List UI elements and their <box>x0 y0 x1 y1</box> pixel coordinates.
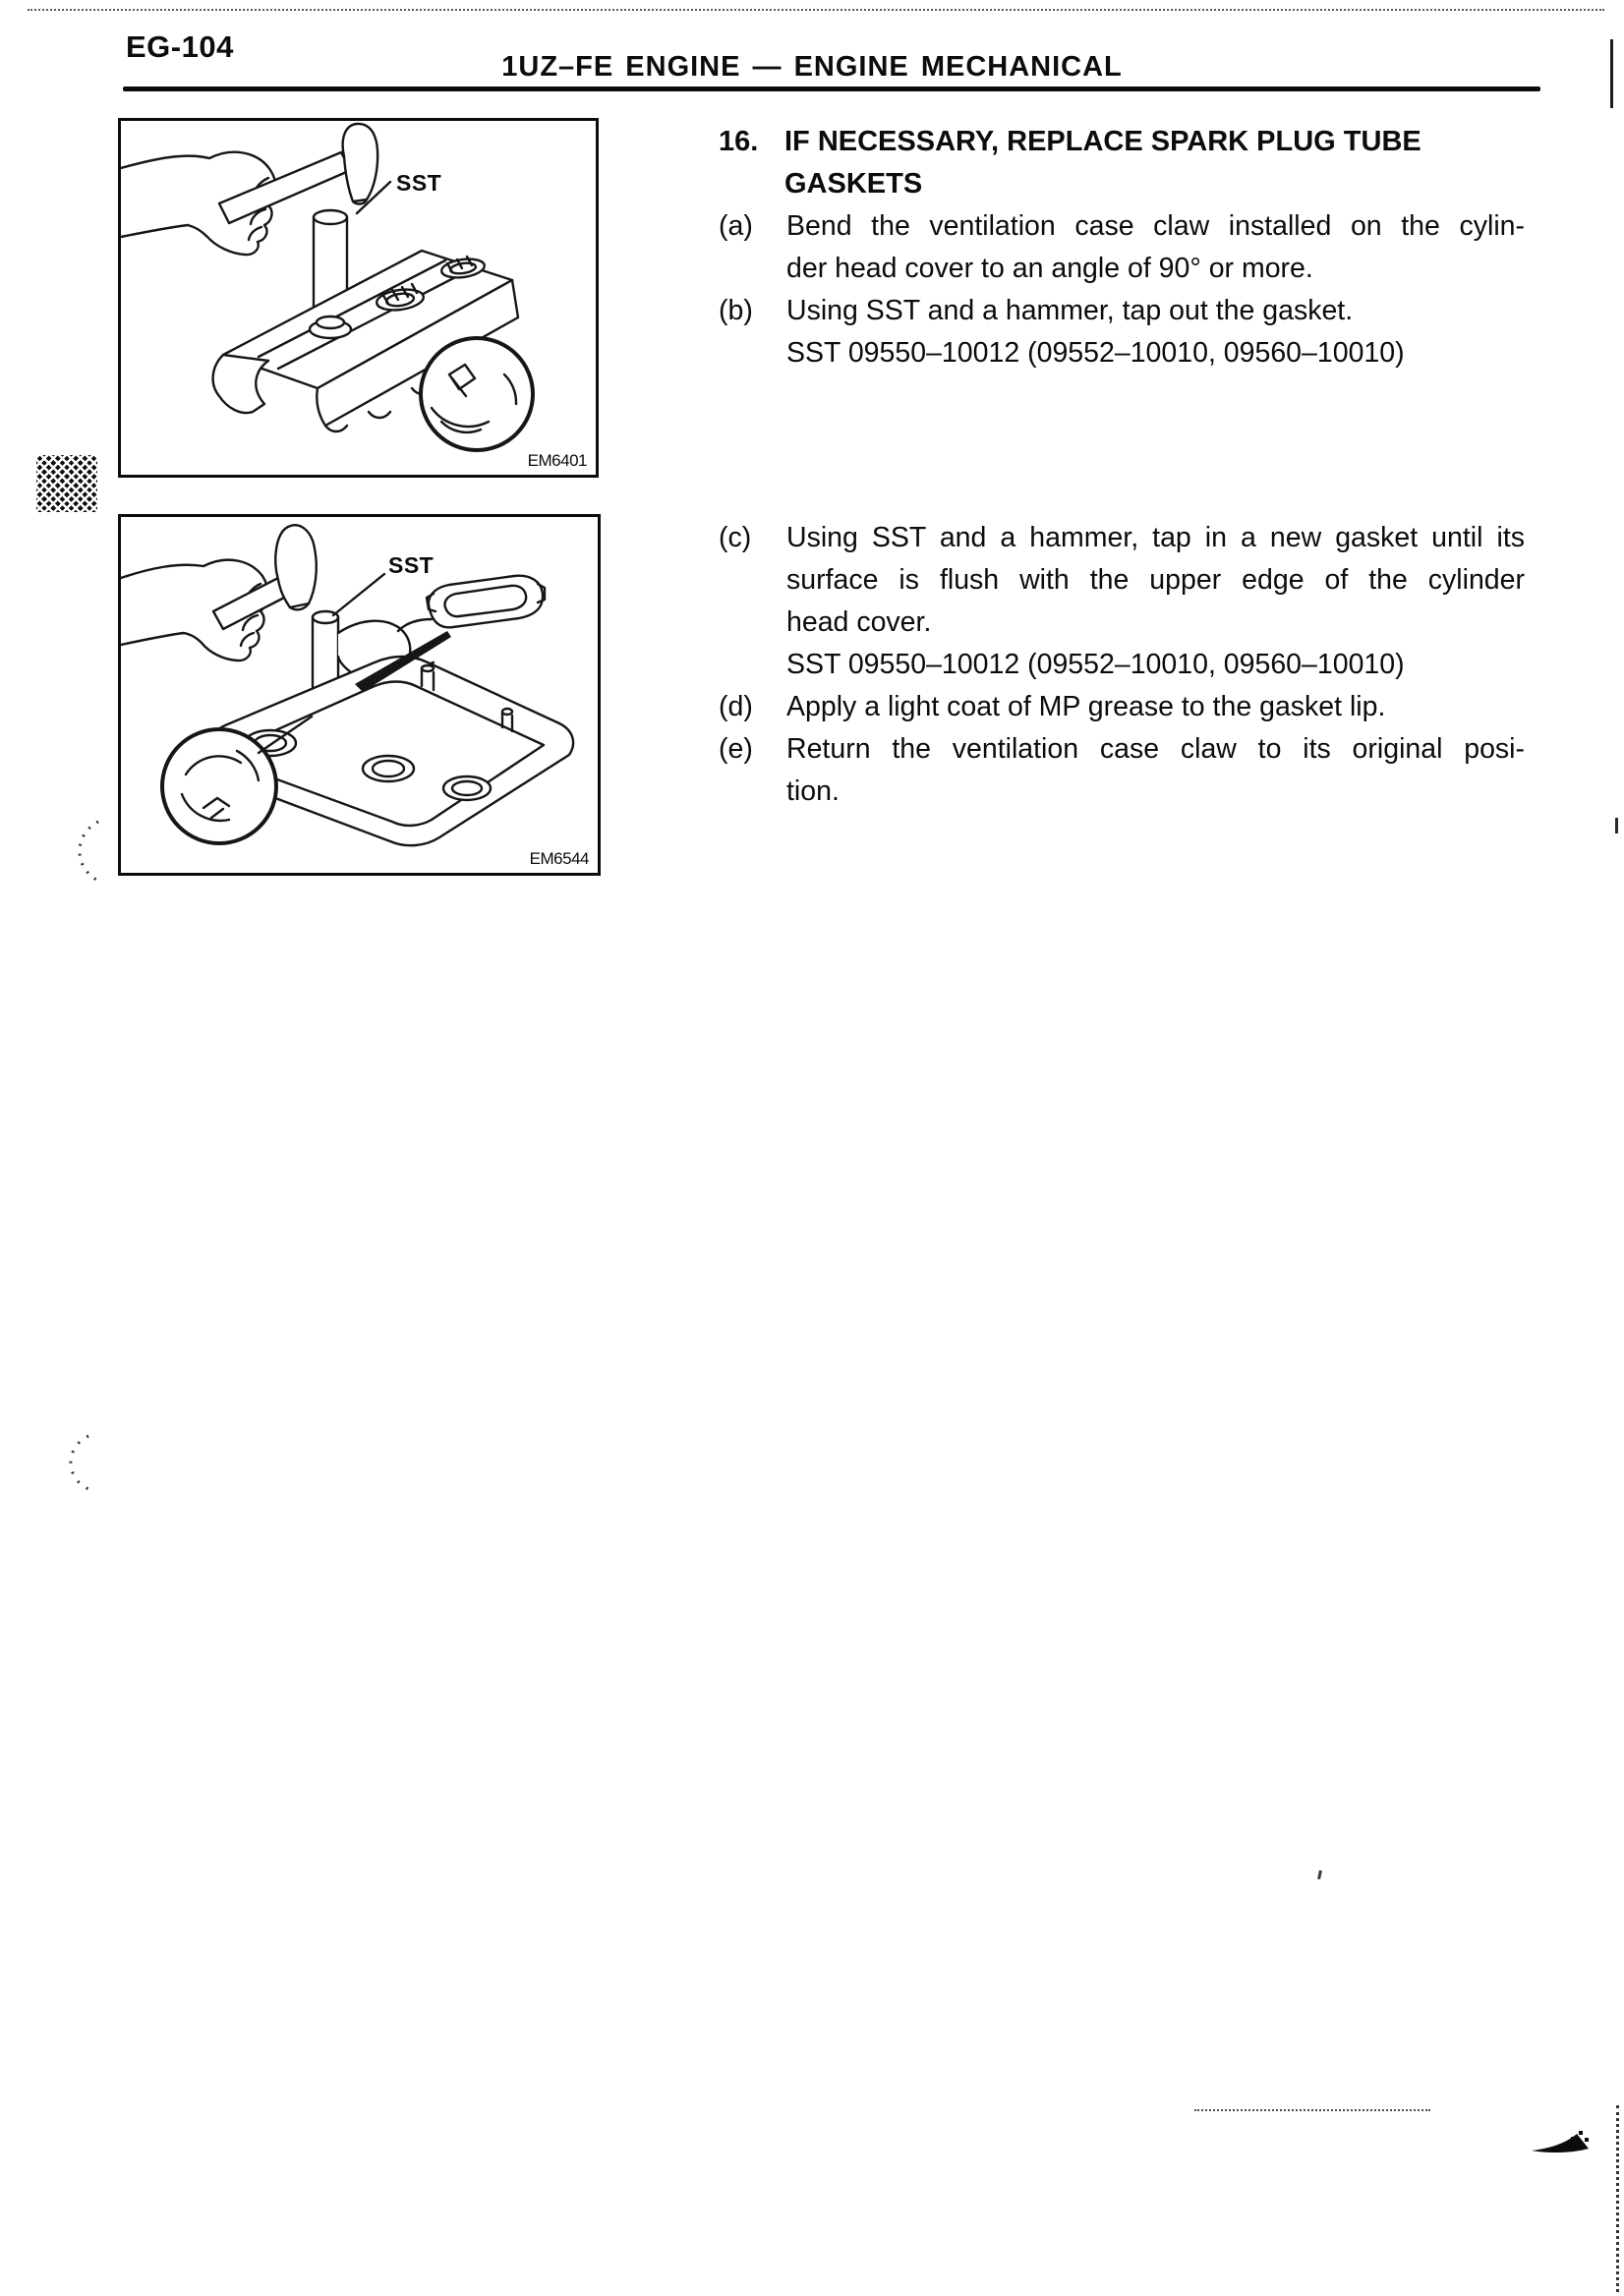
page-code: EG-104 <box>126 29 234 64</box>
step-text-line: head cover. <box>786 606 932 638</box>
step-d <box>719 686 1527 728</box>
header-rule <box>123 86 1540 91</box>
sst-leader-line <box>333 574 384 615</box>
step-label: (b) <box>719 295 753 326</box>
sst-tool-label: SST <box>388 552 435 578</box>
step-e <box>719 728 1527 813</box>
figure-tap-in-gasket <box>118 514 601 876</box>
step-b <box>719 290 1527 374</box>
step-c <box>719 517 1527 686</box>
step-text-line: Apply a light coat of MP grease to the gasket lip. <box>786 691 1386 722</box>
step-a <box>719 205 1527 290</box>
sst-part-numbers: SST 09550–10012 (09552–10010, 09560–10010) <box>786 337 1405 369</box>
step-text-line: tion. <box>786 775 840 807</box>
hammer-sst-new-gasket-illustration <box>121 517 592 867</box>
step-text-line: Using SST and a hammer, tap in a new gasket until its <box>786 522 1525 553</box>
procedure-text-column <box>719 121 1527 868</box>
scan-artifact-arc <box>59 818 104 891</box>
sst-part-numbers: SST 09550–10012 (09552–10010, 09560–10010) <box>786 649 1405 680</box>
scan-artifact-dots-row <box>1194 2109 1430 2111</box>
figure-code: EM6401 <box>527 451 587 470</box>
scan-artifact-tick <box>1317 1870 1322 1879</box>
arm <box>121 565 203 578</box>
step-text-line: surface is flush with the upper edge of the cylinder <box>786 564 1525 596</box>
hammer-sst-cover-illustration <box>121 121 590 469</box>
figure-code: EM6544 <box>529 849 589 868</box>
step-text-line: Using SST and a hammer, tap out the gasket. <box>786 295 1354 326</box>
step-text-line: Bend the ventilation case claw installed on the cylin- <box>786 210 1525 242</box>
step-label: (a) <box>719 210 753 242</box>
section-hatch-tab <box>36 455 97 512</box>
step-label: (d) <box>719 691 753 722</box>
sst-tool-label: SST <box>396 170 442 196</box>
scan-artifact-edge-dash <box>1615 818 1618 833</box>
new-gasket <box>427 576 545 628</box>
section-heading-line: GASKETS <box>784 168 923 200</box>
step-label: (e) <box>719 733 753 765</box>
steps-a-b <box>719 205 1527 374</box>
scan-artifact-arc <box>53 1433 94 1499</box>
header-title: 1UZ–FE ENGINE — ENGINE MECHANICAL <box>501 51 1123 83</box>
scan-artifact-smudge <box>1530 2129 1595 2163</box>
section-number: 16. <box>719 126 759 157</box>
scan-artifact-top-dots <box>28 9 1604 11</box>
step-text-line: der head cover to an angle of 90° or more. <box>786 253 1313 284</box>
steps-c-d-e <box>719 517 1527 813</box>
scan-artifact-edge-dots <box>1616 2105 1619 2292</box>
gasket-inset-detail <box>421 338 533 450</box>
step-text-line: Return the ventilation case claw to its original posi- <box>786 733 1525 765</box>
step-label: (c) <box>719 522 752 553</box>
arm <box>121 156 209 168</box>
section-heading <box>719 121 1527 205</box>
figure-tap-out-gasket <box>118 118 599 478</box>
section-heading-line: IF NECESSARY, REPLACE SPARK PLUG TUBE <box>784 126 1421 157</box>
